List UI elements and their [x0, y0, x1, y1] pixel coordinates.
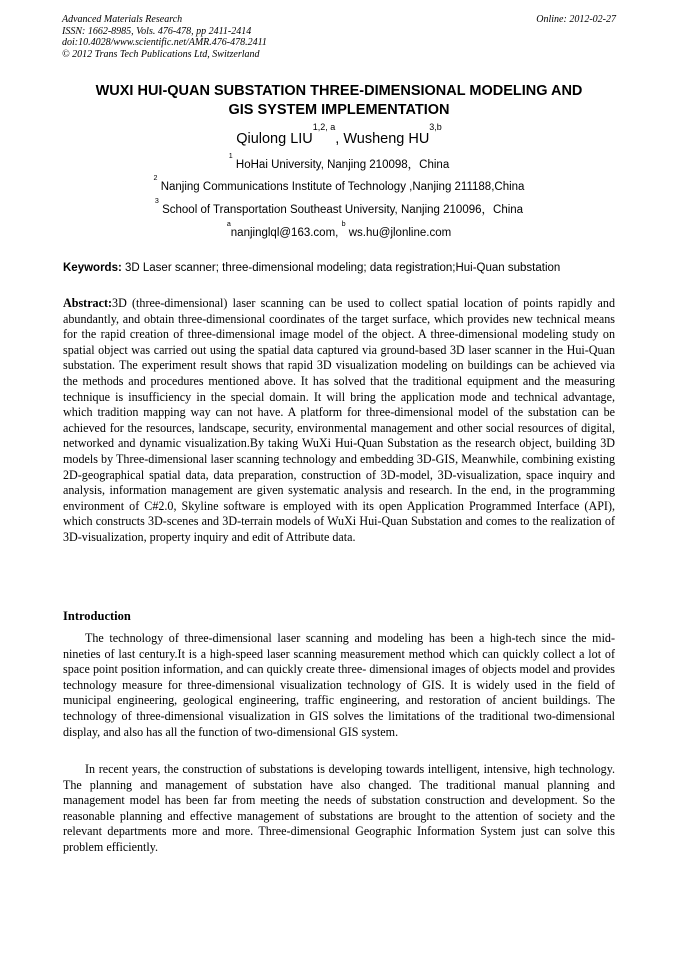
author-1-affiliation-mark: 1,2, a [312, 121, 336, 132]
author-2-affiliation-mark: 3,b [429, 121, 442, 132]
section-heading-introduction: Introduction [63, 609, 131, 623]
keywords-label: Keywords: [63, 262, 122, 274]
email-b: ws.hu@jlonline.com [345, 227, 452, 239]
affiliation-3-mark: 3 [154, 196, 159, 205]
affiliation-2-mark: 2 [153, 173, 158, 182]
email-a-mark: a [226, 219, 231, 228]
author-list [0, 121, 678, 148]
introduction-paragraph-1: The technology of three-dimensional laser scanning and modeling has been a high-tech since the mid-nineties of last century.It is a high-speed laser scanning measurement method which can quickly collect a lot of space point position information, and can quickly create three- dimensional images of objects model and provides technology measure for three-dimensional visualization technology of GIS. It is widely used in the field of municipal engineering, geological engineering, traffic engineering, and restoration of ancient buildings. The technology of three-dimensional visualization in GIS solves the limitations of the traditional two-dimensional display, and also has all the function of two-dimensional GIS system. [63, 631, 615, 739]
affiliation-3 [0, 196, 678, 217]
online-date: Online: 2012-02-27 [536, 14, 616, 25]
abstract [63, 296, 615, 546]
title-line-2: GIS SYSTEM IMPLEMENTATION [228, 101, 450, 118]
affiliation-2-text: Nanjing Communications Institute of Technology ,Nanjing 211188,China [157, 181, 525, 193]
author-separator: , [335, 131, 344, 147]
publication-info [62, 14, 267, 60]
abstract-text: 3D (three-dimensional) laser scanning can be used to collect spatial location of points rapidly and abundantly, and obtain three-dimensional coordinates of the target surface, which provides new technical means for the rapid creation of three-dimensional image model of the object. A three-dimensional modeling study on spatial object was carried out using the spatial data captured via ground-based 3D laser scanner in the Hui-Quan substation. The experiment result shows that rapid 3D visualization modeling on buildings can be achieved via the methods and procedures mentioned above. It has solved that the traditional equipment and the measuring technique is insufficiency in the special domain. It will bring the application mode and technical advantage, which tradition mapping way can not have. A platform for three-dimensional model of the substation can be achieved for the resources, landscape, security, environmental management and other social resources of digital, networked and dynamic visualization.By taking WuXi Hui-Quan Substation as the research object, building 3D models by Three-dimensional laser scanning technology and embedding 3D-GIS, Meanwhile, combining existing 2D-geographical spatial data, data preparation, construction of 3D-model, 3D-visualization, space inquiry and analysis, information management are given systematic analysis and research. In the end, in the programming environment of C#2.0, Skyline software is employed with its open Application Programmed Interface (API), which constructs 3D-scenes and 3D-terrain models of WuXi Hui-Quan Substation and comes to the realization of 3D-visualization, property inquiry and edit of Attribute data. [63, 296, 615, 544]
keywords [63, 261, 615, 275]
author-2-name: Wusheng HU [343, 131, 430, 147]
doi-line: doi:10.4028/www.scientific.net/AMR.476-478.2411 [62, 37, 267, 48]
keywords-text: 3D Laser scanner; three-dimensional modeling; data registration;Hui-Quan substation [121, 262, 561, 274]
journal-name: Advanced Materials Research [62, 14, 183, 25]
affiliation-1 [0, 151, 678, 172]
abstract-label: Abstract: [63, 296, 113, 310]
title-line-1: WUXI HUI-QUAN SUBSTATION THREE-DIMENSIONAL MODELING AND [95, 83, 583, 99]
email-b-mark: b [341, 219, 346, 228]
affiliation-1-text: HoHai University, Nanjing 210098，China [232, 159, 450, 171]
introduction-paragraph-2: In recent years, the construction of substations is developing towards intelligent, intensive, high technology. The planning and management of substation have also changed. The traditional manual planning and management model has been far from meeting the needs of substation construction and development. So the reasonable planning and effective management of substations are brought to the attention of society and the relevant departments more and more. Three-dimensional Geographic Information System just can solve this problem efficiently. [63, 762, 615, 854]
author-emails [0, 219, 678, 240]
email-a: nanjinglql@163.com, [230, 227, 342, 239]
affiliation-1-mark: 1 [228, 151, 233, 160]
author-1-name: Qiulong LIU [236, 131, 313, 147]
copyright-line: © 2012 Trans Tech Publications Ltd, Switzerland [62, 48, 260, 60]
affiliation-3-text: School of Transportation Southeast University, Nanjing 210096，China [158, 204, 524, 216]
affiliation-2 [0, 173, 678, 194]
paper-title [50, 82, 628, 119]
issn-line: ISSN: 1662-8985, Vols. 476-478, pp 2411-2414 [62, 25, 252, 37]
